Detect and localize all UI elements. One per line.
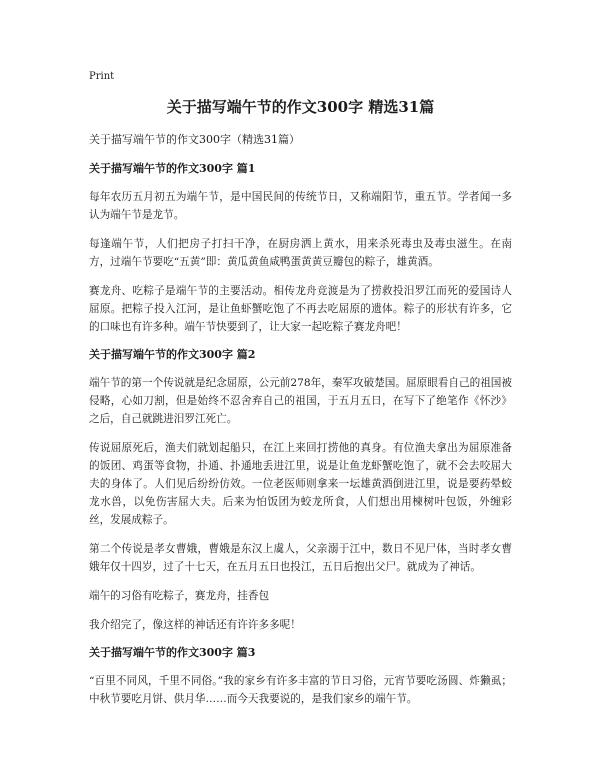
section-heading: 关于描写端午节的作文300字 篇2 [89, 348, 256, 361]
paragraph: 端午的习俗有吃粽子，赛龙舟，挂香包 [89, 590, 270, 602]
print-link[interactable]: Print [89, 71, 115, 82]
paragraph: “百里不同风，千里不同俗。”我的家乡有许多丰富的节日习俗，元宵节要吃汤圆、炸獭虱；中秋节要吃月饼、供月华……而今天我要说的，是我们家乡的端午节。 [89, 675, 512, 705]
document-subtitle: 关于描写端午节的作文300字（精选31篇） [89, 133, 300, 146]
paragraph: 每年农历五月初五为端午节，是中国民间的传统节日，又称端阳节，重五节。学者闻一多认为端午节是龙节。 [89, 191, 512, 221]
paragraph: 每逢端午节，人们把房子打扫干净，在厨房洒上黄水，用来杀死毒虫及毒虫滋生。在南方，过端午节要吃“五黄”即：黄瓜黄鱼咸鸭蛋黄黄豆瓣包的粽子，雄黄酒。 [89, 238, 512, 268]
section-heading: 关于描写端午节的作文300字 篇1 [89, 162, 256, 175]
paragraph: 第二个传说是孝女曹娥，曹娥是东汉上虞人，父亲溺于江中，数日不见尸体，当时孝女曹娥年仅十四岁，过了十七天，在五月五日也投江，五日后抱出父尸。就成为了神话。 [89, 543, 512, 573]
section-heading: 关于描写端午节的作文300字 篇3 [89, 646, 256, 659]
page-title: 关于描写端午节的作文300字 精选31篇 [166, 98, 435, 116]
paragraph: 端午节的第一个传说就是纪念屈原，公元前278年，秦军攻破楚国。屈原眼看自己的祖国被侵略，心如刀割，但是始终不忍舍弃自己的祖国，于五月五日，在写下了绝笔作《怀沙》之后，自己就跳进汨罗江死亡。 [89, 377, 512, 425]
paragraph: 赛龙舟、吃粽子是端午节的主要活动。相传龙舟竞渡是为了捞救投汨罗江而死的爱国诗人屈原。把粽子投入江河，是让鱼虾蟹吃饱了不再去吃屈原的遗体。粽子的形状有许多，它的口味也有许多种。端午节快要到了，让大家一起吃粽子赛龙舟吧！ [89, 285, 512, 333]
paragraph: 传说屈原死后，渔夫们就划起船只，在江上来回打捞他的真身。有位渔夫拿出为屈原准备的饭团、鸡蛋等食物，扑通、扑通地丢进江里，说是让鱼龙虾蟹吃饱了，就不会去咬屈大夫的身体了。人们见后纷纷仿效。一位老医师则拿来一坛雄黄酒倒进江里，说是要药晕蛟龙水兽，以免伤害屈大夫。后来为怕饭团为蛟龙所食，人们想出用楝树叶包饭，外缠彩丝，发展成粽子。 [89, 442, 512, 526]
article-body [89, 161, 512, 708]
paragraph: 我介绍完了，像这样的神话还有许许多多呢！ [89, 619, 301, 631]
